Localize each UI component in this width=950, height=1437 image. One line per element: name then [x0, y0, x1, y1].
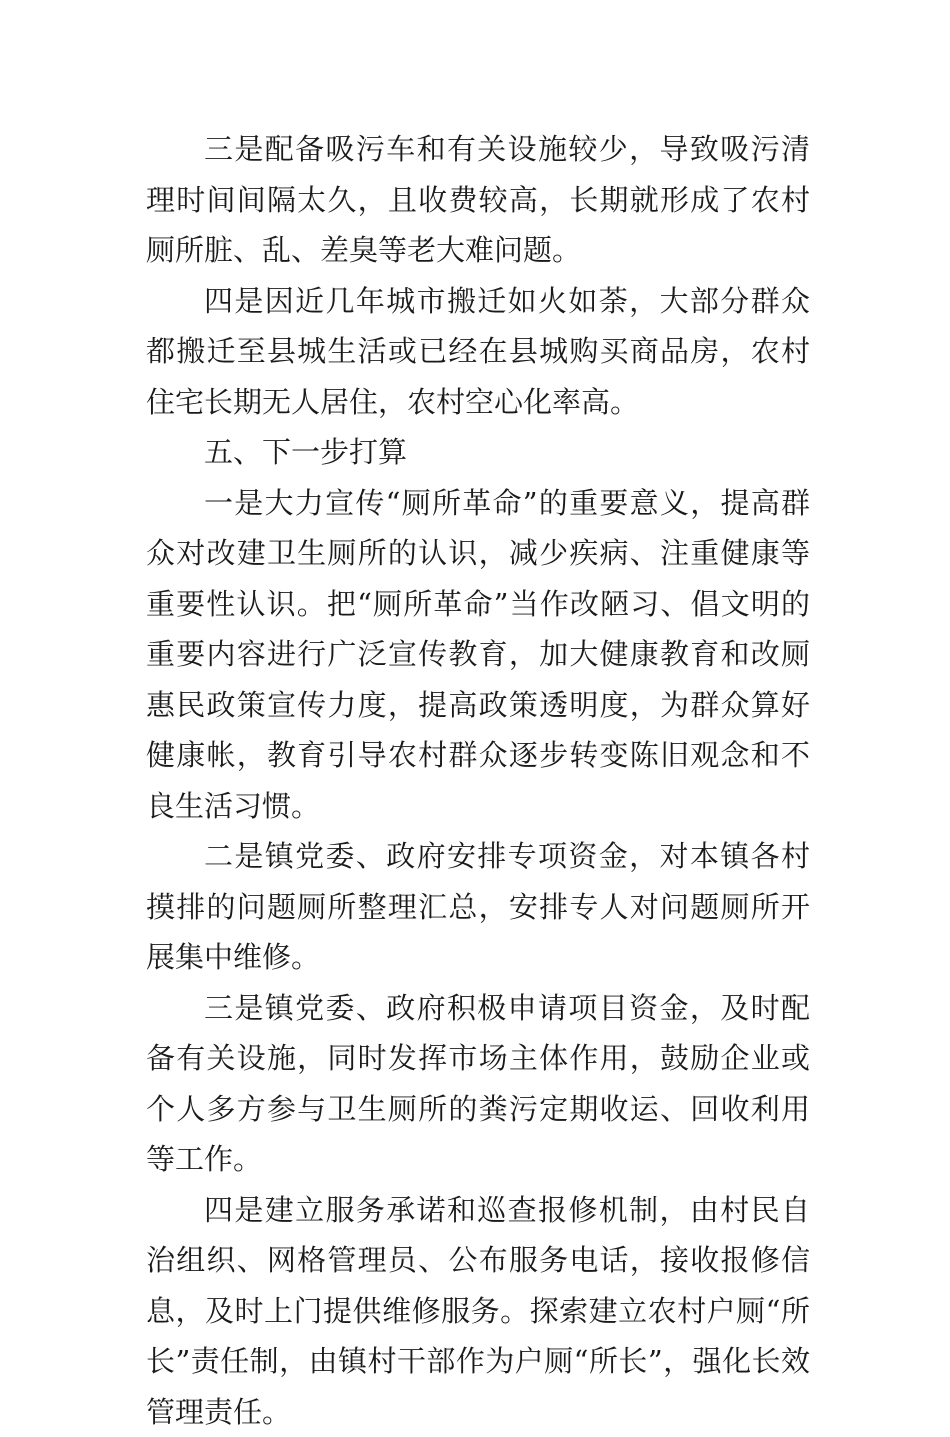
paragraph-project-funds: 三是镇党委、政府积极申请项目资金，及时配备有关设施，同时发挥市场主体作用，鼓励企业或个人多方参与卫生厕所的粪污定期收运、回收利用等工作。 — [146, 983, 810, 1185]
section-heading-next-steps: 五、下一步打算 — [146, 427, 810, 478]
paragraph-rural-vacancy: 四是因近几年城市搬迁如火如荼，大部分群众都搬迁至县城生活或已经在县城购买商品房，农村住宅长期无人居住，农村空心化率高。 — [146, 276, 810, 428]
paragraph-toilet-cleaning-issue: 三是配备吸污车和有关设施较少，导致吸污清理时间间隔太久，且收费较高，长期就形成了农村厕所脏、乱、差臭等老大难问题。 — [146, 124, 810, 276]
paragraph-special-funds: 二是镇党委、政府安排专项资金，对本镇各村摸排的问题厕所整理汇总，安排专人对问题厕所开展集中维修。 — [146, 831, 810, 983]
paragraph-service-mechanism: 四是建立服务承诺和巡查报修机制，由村民自治组织、网格管理员、公布服务电话，接收报修信息，及时上门提供维修服务。探索建立农村户厕“所长”责任制，由镇村干部作为户厕“所长”，强化长效管理责任。 — [146, 1185, 810, 1437]
paragraph-publicity: 一是大力宣传“厕所革命”的重要意义，提高群众对改建卫生厕所的认识，减少疾病、注重健康等重要性认识。把“厕所革命”当作改陋习、倡文明的重要内容进行广泛宣传教育，加大健康教育和改厕惠民政策宣传力度，提高政策透明度，为群众算好健康帐，教育引导农村群众逐步转变陈旧观念和不良生活习惯。 — [146, 478, 810, 832]
document-body — [146, 124, 810, 1437]
